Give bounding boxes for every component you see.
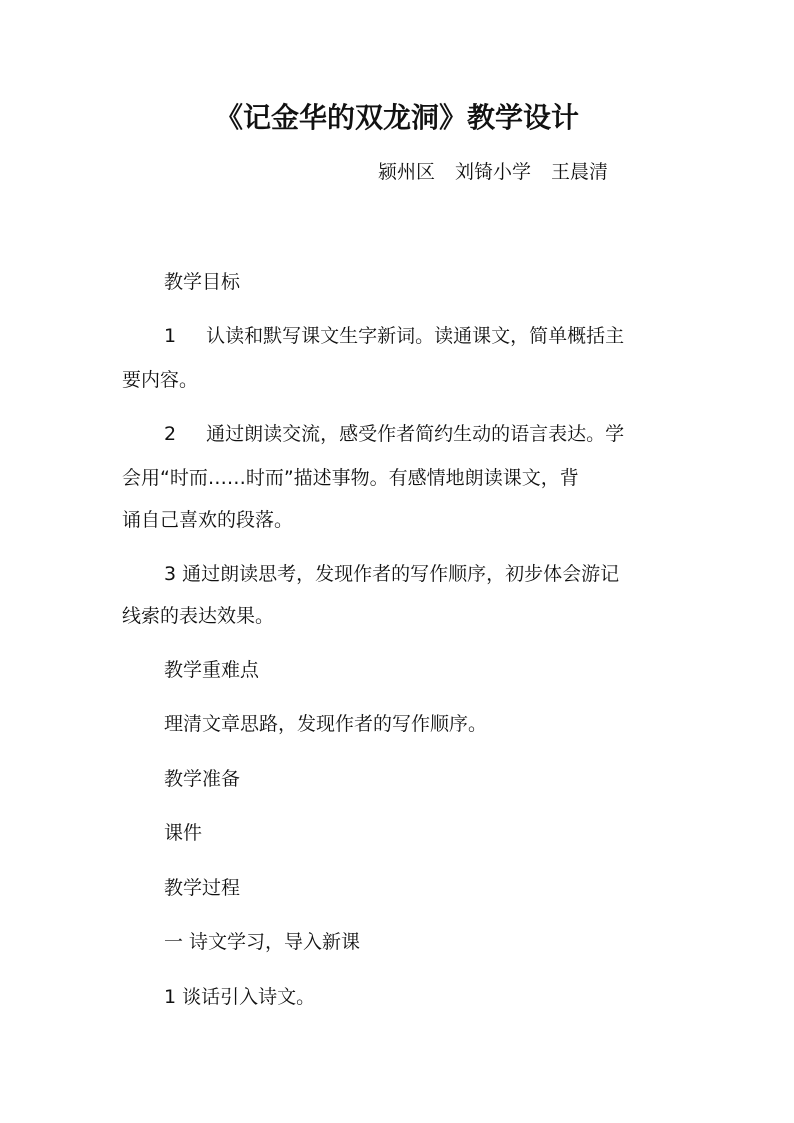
objective-2-line-3: 诵自己喜欢的段落。 <box>122 509 294 531</box>
objective-2-number: 2 <box>164 423 177 445</box>
objective-3-line-1: 3 通过朗读思考，发现作者的写作顺序，初步体会游记 <box>164 563 620 585</box>
author-name: 王晨清 <box>551 161 609 183</box>
author-district: 颍州区 <box>378 161 436 183</box>
objective-1-text-1: 认读和默写课文生字新词。读通课文，简单概括主 <box>206 325 625 347</box>
objective-1-line-1 <box>164 322 624 350</box>
objective-2-text-1: 通过朗读交流，感受作者简约生动的语言表达。学 <box>206 423 625 445</box>
author-school: 刘锜小学 <box>455 161 532 183</box>
preparation-text: 课件 <box>164 822 203 844</box>
objective-1-number: 1 <box>164 325 177 347</box>
objective-2-line-2: 会用“时而……时而”描述事物。有感情地朗读课文，背 <box>122 467 579 489</box>
keypoints-heading: 教学重难点 <box>164 659 260 681</box>
step-1: 1 谈话引入诗文。 <box>164 986 316 1008</box>
process-heading: 教学过程 <box>164 877 241 899</box>
author-line <box>378 158 608 186</box>
preparation-heading: 教学准备 <box>164 768 241 790</box>
objectives-heading: 教学目标 <box>164 271 241 293</box>
objective-1-line-2: 要内容。 <box>122 369 199 391</box>
objective-3-line-2: 线索的表达效果。 <box>122 605 275 627</box>
section-1-heading: 一 诗文学习，导入新课 <box>164 931 361 953</box>
document-title: 《记金华的双龙洞》教学设计 <box>214 101 579 134</box>
objective-2-line-1 <box>164 420 624 448</box>
keypoints-text: 理清文章思路，发现作者的写作顺序。 <box>164 713 488 735</box>
